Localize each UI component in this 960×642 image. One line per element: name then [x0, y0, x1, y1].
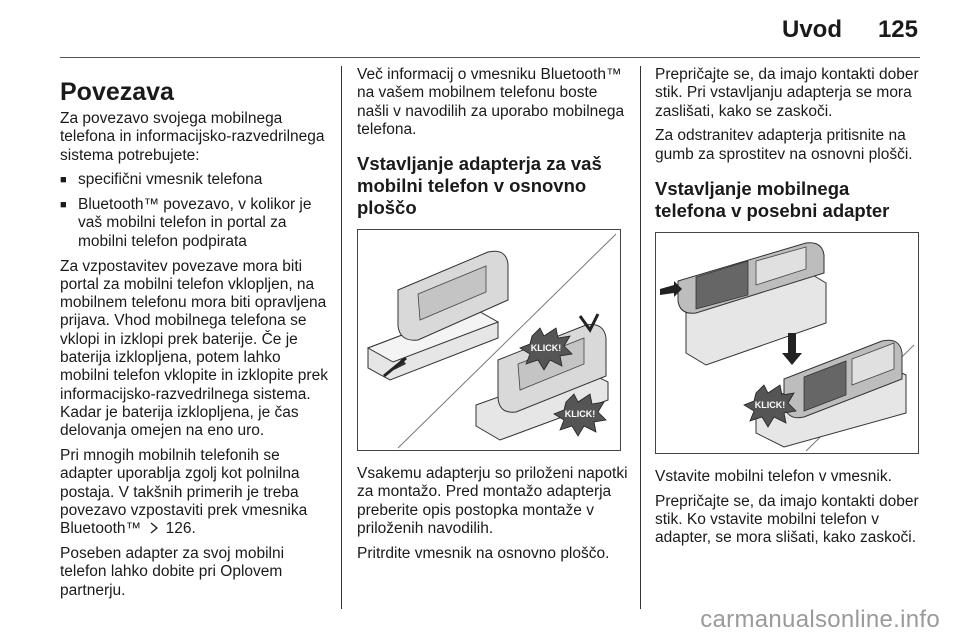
attach-paragraph: Pritrdite vmesnik na osnovno ploščo. [357, 544, 610, 562]
klick-label: KLICK! [564, 409, 596, 420]
column-divider [640, 66, 641, 609]
klick-label: KLICK! [530, 343, 562, 354]
phone-insertion-illustration [655, 232, 919, 454]
bluetooth-text: Pri mnogih mobilnih telefonih se adapter uporablja zgolj kot polnilna postaja. V takšnih primerih je treba povezavo vzpostaviti prek vmesnika Bluetooth™ [60, 447, 308, 538]
adapter-installation-illustration [357, 229, 621, 451]
klick-label: KLICK! [754, 399, 786, 410]
heading-insert-phone: Vstavljanje mobilnega telefona v posebni adapter [655, 177, 890, 221]
arrow-reference-icon [148, 522, 160, 534]
page-reference-link[interactable]: 126. [165, 520, 196, 538]
column-divider [341, 66, 342, 609]
list-item: ■ Bluetooth™ povezavo, v kolikor je vaš mobilni telefon in portal za mobilni telefon podpirata [60, 196, 332, 251]
column-2 [357, 66, 632, 570]
header-rule [60, 57, 920, 58]
connection-paragraph: Za vzpostavitev povezave mora biti portal za mobilni telefon vklopljen, na mobilnem telefonu mora biti opravljena prijava. Vhod mobilnega telefona se vklopi in izklopi prek baterije. Če je baterija izklopljena, potem lahko mobilni telefon vklopite in izklopite prek informacijsko-razvedrilnega sistema. Kadar je baterija izklopljena, je čas delovanja omejen na eno uro. [60, 257, 328, 440]
intro-paragraph: Za povezavo svojega mobilnega telefona in informacijsko-razvedrilnega sistema potrebujete: [60, 110, 325, 164]
heading-insert-adapter: Vstavljanje adapterja za vaš mobilni telefon v osnovno ploščo [357, 153, 602, 219]
bluetooth-paragraph [60, 447, 332, 538]
list-item: ■ specifični vmesnik telefona [60, 171, 332, 189]
info-paragraph: Več informacij o vmesniku Bluetooth™ na vašem mobilnem telefonu boste našli v navodilih za uporabo mobilnega telefona. [357, 66, 625, 138]
page-header [0, 0, 960, 56]
insert-phone-paragraph: Vstavite mobilni telefon v vmesnik. [655, 467, 892, 485]
requirements-list [60, 171, 332, 251]
column-1 [60, 66, 332, 606]
page-number: 125 [877, 16, 918, 43]
watermark: carmanualsonline.info [700, 606, 940, 633]
heading-povezava: Povezava [60, 78, 174, 106]
mounting-paragraph: Vsakemu adapterju so priloženi napotki za montažo. Pred montažo adapterja preberite opis postopka montaže v priloženih navodilih. [357, 465, 628, 538]
phone-contacts-paragraph: Prepričajte se, da imajo kontakti dober stik. Ko vstavite mobilni telefon v adapter, se mora slišati, kako zaskoči. [655, 492, 919, 547]
remove-paragraph: Za odstranitev adapterja pritisnite na gumb za sprostitev na osnovni plošči. [655, 127, 913, 163]
dealer-paragraph: Poseben adapter za svoj mobilni telefon lahko dobite pri Oplovem partnerju. [60, 545, 285, 599]
contacts-paragraph: Prepričajte se, da imajo kontakti dober stik. Pri vstavljanju adapterja se mora zaslišati, kako se zaskoči. [655, 66, 919, 120]
section-title: Uvod [782, 16, 842, 43]
column-3 [655, 66, 923, 554]
